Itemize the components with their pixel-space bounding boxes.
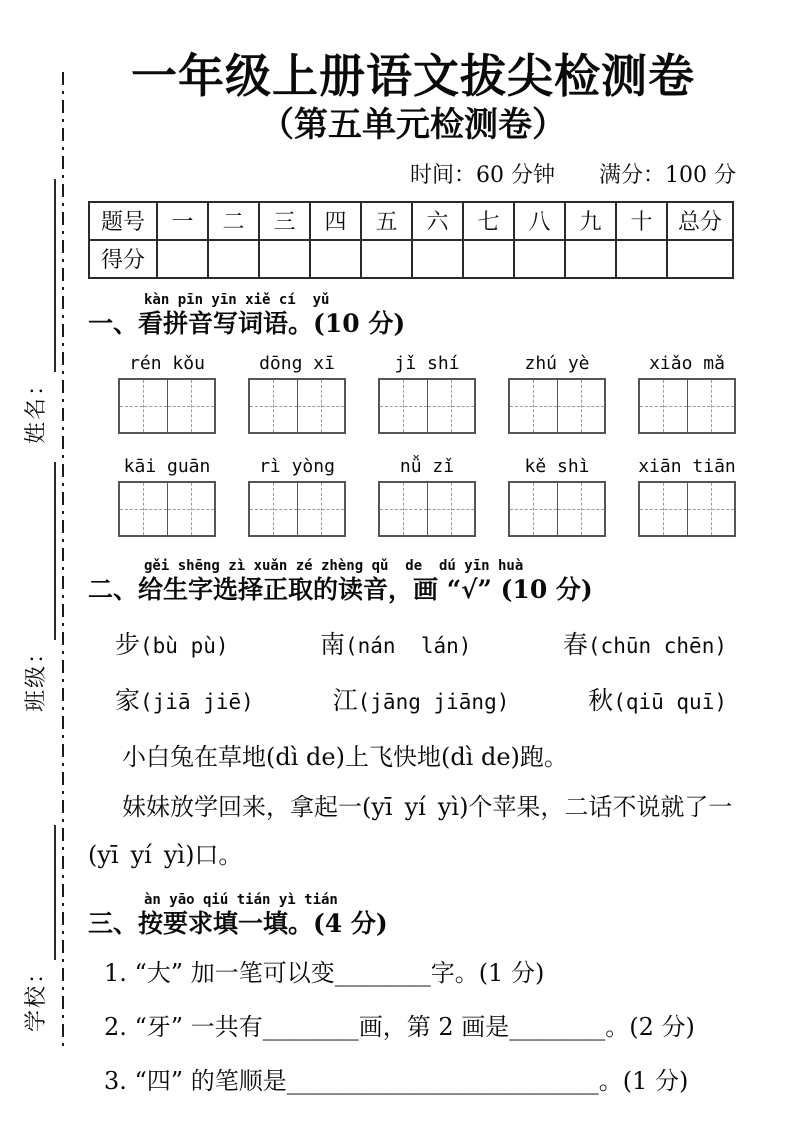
- school-blank-line: [20, 825, 56, 960]
- exam-meta: 时间：60 分钟 满分：100 分: [410, 162, 736, 188]
- hanzi: 南: [319, 630, 345, 660]
- score-cell: [565, 240, 616, 278]
- hanzi: 步: [115, 630, 141, 660]
- writing-grid: [508, 481, 606, 537]
- col-header: 十: [616, 202, 667, 240]
- choice-item: [115, 681, 254, 717]
- section-1-pinyin: kàn pīn yīn xiě cí yǔ: [144, 291, 330, 308]
- writing-grid: [638, 378, 736, 434]
- writing-grid: [638, 481, 736, 537]
- class-blank-line: [20, 462, 56, 640]
- score-cell: [463, 240, 514, 278]
- choice-item: [320, 625, 471, 661]
- score-cell: [310, 240, 361, 278]
- sentence: 妹妹放学回来，拿起一(yī yí yì)个苹果，二话不说就了一(yī yí yì)口。: [88, 793, 733, 870]
- col-header: 三: [259, 202, 310, 240]
- choice-item: [115, 625, 229, 661]
- col-header: 总分: [667, 202, 733, 240]
- fill-item-3: 3. “四” 的笔顺是__________________________。(1 分): [104, 1067, 689, 1096]
- score-table-score-row: [89, 240, 733, 278]
- pinyin-label: xiǎo mǎ: [649, 352, 725, 374]
- col-header: 一: [157, 202, 208, 240]
- pinyin-label: rén kǒu: [129, 352, 205, 374]
- pinyin-options: (chūn chēn): [587, 634, 727, 659]
- pinyin-label: dōng xī: [259, 352, 335, 374]
- pinyin-options: (jiā jiē): [140, 690, 254, 715]
- score-table: [88, 201, 734, 279]
- pinyin-label: xiān tiān: [638, 455, 736, 477]
- hanzi: 春: [562, 630, 588, 660]
- binding-dashdot-line: [62, 72, 64, 1047]
- pinyin-row-1: [118, 353, 736, 374]
- score-cell: [208, 240, 259, 278]
- pinyin-label: zhú yè: [524, 352, 590, 374]
- writing-grid-row-1: [118, 378, 736, 434]
- fill-item-1: 1. “大” 加一笔可以变________字。(1 分): [104, 959, 545, 988]
- section-2-heading: 二、给生字选择正取的读音，画 “√” (10 分): [88, 574, 593, 604]
- hanzi: 秋: [588, 686, 614, 716]
- col-header: 七: [463, 202, 514, 240]
- choice-row-2: [115, 681, 727, 717]
- hanzi: 江: [332, 686, 358, 716]
- score-cell: [157, 240, 208, 278]
- name-blank-line: [20, 179, 56, 372]
- main-column: [88, 0, 738, 1101]
- writing-grid: [378, 481, 476, 537]
- writing-grid: [118, 481, 216, 537]
- score-label: 得分: [89, 240, 157, 278]
- spacer: [46, 444, 56, 462]
- section-3-pinyin: àn yāo qiú tián yì tián: [144, 892, 338, 909]
- student-info-strip: [12, 172, 56, 1032]
- spacer: [46, 712, 56, 825]
- score-cell: [412, 240, 463, 278]
- score-cell: [616, 240, 667, 278]
- col-header: 四: [310, 202, 361, 240]
- section-3: [88, 893, 738, 1101]
- pinyin-label: nǚ zǐ: [399, 455, 455, 477]
- col-header: 八: [514, 202, 565, 240]
- col-header: 九: [565, 202, 616, 240]
- sentence: 小白兔在草地(dì de)上飞快地(dì de)跑。: [122, 743, 568, 772]
- class-label: 班级：: [24, 639, 49, 712]
- fill-item-2: 2. “牙” 一共有________画，第 2 画是________。(2 分): [104, 1013, 695, 1042]
- writing-grid: [508, 378, 606, 434]
- name-label: 姓名：: [24, 371, 49, 444]
- score-cell: [667, 240, 733, 278]
- section-1: [88, 293, 738, 537]
- score-cell: [514, 240, 565, 278]
- section-3-heading: 三、按要求填一填。(4 分): [88, 909, 388, 939]
- pinyin-label: jǐ shí: [394, 352, 460, 374]
- writing-grid: [378, 378, 476, 434]
- pinyin-options: (nán lán): [345, 634, 472, 659]
- exam-title: 一年级上册语文拔尖检测卷: [131, 49, 695, 103]
- choice-item: [333, 681, 510, 717]
- question-number-label: 题号: [89, 202, 157, 240]
- section-2: [88, 559, 738, 879]
- pinyin-options: (bù pù): [140, 634, 229, 659]
- school-label: 学校：: [24, 959, 49, 1032]
- pinyin-label: kāi guān: [123, 455, 211, 477]
- writing-grid-row-2: [118, 481, 736, 537]
- writing-grid: [248, 481, 346, 537]
- hanzi: 家: [115, 686, 141, 716]
- pinyin-options: (jāng jiāng): [357, 690, 510, 715]
- col-header: 二: [208, 202, 259, 240]
- score-cell: [361, 240, 412, 278]
- section-2-pinyin: gěi shēng zì xuǎn zé zhèng qǔ de dú yīn huà: [144, 557, 524, 574]
- pinyin-label: kě shì: [524, 455, 590, 477]
- writing-grid: [248, 378, 346, 434]
- col-header: 五: [361, 202, 412, 240]
- choice-row-1: [115, 625, 727, 661]
- col-header: 六: [412, 202, 463, 240]
- pinyin-label: rì yòng: [259, 455, 335, 477]
- pinyin-options: (qiū quī): [613, 690, 727, 715]
- choice-item: [588, 681, 727, 717]
- writing-grid: [118, 378, 216, 434]
- choice-item: [563, 625, 727, 661]
- score-cell: [259, 240, 310, 278]
- exam-subtitle: （第五单元检测卷）: [260, 104, 566, 145]
- section-1-heading: 一、看拼音写词语。(10 分): [88, 308, 406, 338]
- score-table-header-row: [89, 202, 733, 240]
- pinyin-row-2: [118, 456, 736, 477]
